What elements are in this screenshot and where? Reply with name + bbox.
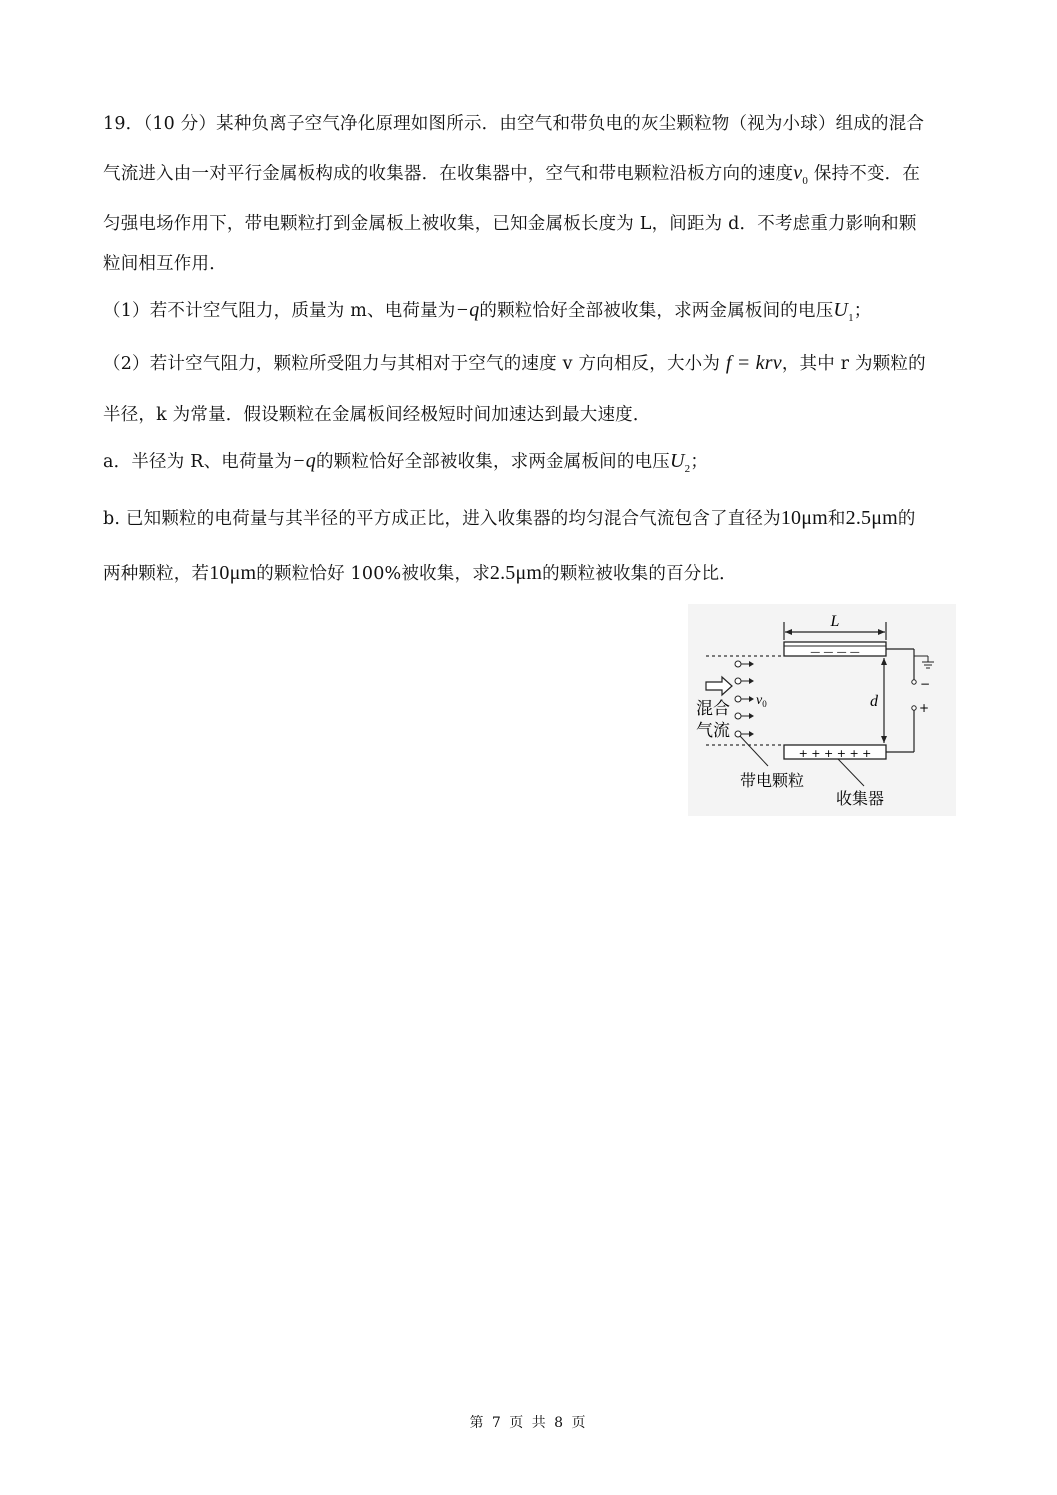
text-segment: 匀强电场作用下，带电颗粒打到金属板上被收集，已知金属板长度为 L，间距为 d．不考虑重力影响和颗: [103, 214, 917, 234]
part-b-line-2: [103, 560, 737, 585]
question-intro-text: 19．（10 分）某种负离子空气净化原理如图所示．由空气和带负电的灰尘颗粒物（视为小球）组成的混合: [103, 114, 925, 134]
label-l: L: [830, 613, 840, 630]
particle: [735, 713, 754, 719]
part-2: [103, 350, 926, 375]
text-segment: 保持不变．在: [808, 164, 921, 184]
text-segment: 的颗粒被收集的百分比．: [542, 564, 737, 584]
text-segment: 的: [897, 509, 916, 529]
l-arrow-left: [785, 629, 792, 635]
terminal-minus: [912, 680, 916, 684]
question-line-3: [103, 210, 917, 235]
text-segment: 和: [827, 509, 846, 529]
voltage-u1: [833, 299, 854, 324]
particle: [735, 678, 754, 684]
collector-diagram: [688, 604, 956, 816]
text-segment: 粒间相互作用．: [103, 254, 227, 274]
var-v: v: [793, 162, 803, 184]
label-v-sub: 0: [762, 699, 767, 709]
leader-collector: [838, 759, 864, 786]
voltage-u2: [669, 450, 691, 475]
text-segment: 的颗粒恰好 100%被收集，求: [256, 564, 490, 584]
value-10um: 10μm: [209, 562, 257, 584]
subscript: 2: [684, 463, 691, 475]
l-arrow-right: [878, 629, 885, 635]
label-mixed-line2: 气流: [696, 721, 730, 741]
part-b: [103, 505, 916, 530]
label-d: d: [870, 693, 878, 710]
page-number: 第 7 页 共 8 页: [469, 1415, 588, 1431]
text-segment: 两种颗粒，若: [103, 564, 210, 584]
part-1: [103, 297, 871, 324]
label-mixed-line1: 混合: [696, 699, 730, 719]
bottom-plate-signs: + + + + + +: [798, 747, 872, 760]
label-v0: [756, 693, 767, 709]
var-u: U: [833, 299, 849, 321]
particle: [735, 696, 754, 702]
terminal-plus: [912, 706, 916, 710]
charge-symbol: −q: [455, 299, 480, 321]
leader-particles: [740, 736, 768, 766]
particle: [735, 661, 754, 667]
text-segment: 的颗粒恰好全部被收集，求两金属板间的电压: [315, 452, 670, 472]
var-v0: [793, 162, 809, 187]
diagram-svg: [688, 604, 956, 816]
text-segment: 的颗粒恰好全部被收集，求两金属板间的电压: [479, 301, 834, 321]
text-segment: （2）若计空气阻力，颗粒所受阻力与其相对于空气的速度 v 方向相反，大小为: [103, 354, 726, 374]
question-line-2: [103, 160, 920, 187]
question-line-4: [103, 250, 227, 275]
var-u: U: [669, 450, 685, 472]
text-segment: 半径，k 为常量．假设颗粒在金属板间经极短时间加速达到最大速度．: [103, 405, 651, 425]
page-footer: [0, 1412, 1057, 1432]
text-segment: b. 已知颗粒的电荷量与其半径的平方成正比，进入收集器的均匀混合气流包含了直径为: [103, 509, 781, 529]
subscript: 1: [848, 312, 854, 324]
d-arrow-bottom: [881, 736, 887, 743]
text-segment: （1）若不计空气阻力，质量为 m、电荷量为: [103, 301, 456, 321]
label-minus: −: [920, 677, 931, 691]
label-plus: +: [919, 701, 930, 715]
label-collector: 收集器: [836, 789, 885, 808]
formula-drag: f = krv: [725, 352, 782, 374]
label-v: v: [756, 693, 763, 708]
particle: [735, 731, 754, 737]
top-plate-signs: — — — —: [810, 647, 860, 658]
subscript: 0: [802, 175, 809, 187]
part-2-line-2: [103, 401, 651, 426]
label-particles: 带电颗粒: [740, 771, 805, 790]
value-2-5um: 2.5μm: [489, 562, 543, 584]
text-segment: ，其中 r 为颗粒的: [781, 354, 926, 374]
text-segment: ；: [853, 301, 872, 321]
part-a: [103, 448, 708, 475]
value-2-5um: 2.5μm: [845, 507, 898, 529]
text-segment: 气流进入由一对平行金属板构成的收集器．在收集器中，空气和带电颗粒沿板方向的速度: [103, 164, 794, 184]
charge-symbol: −q: [292, 450, 316, 472]
value-10um: 10μm: [780, 507, 828, 529]
text-segment: a．半径为 R、电荷量为: [103, 452, 293, 472]
d-arrow-top: [881, 658, 887, 665]
question-line-1: [103, 110, 924, 135]
flow-arrow-icon: [706, 677, 732, 695]
text-segment: ；: [690, 452, 709, 472]
